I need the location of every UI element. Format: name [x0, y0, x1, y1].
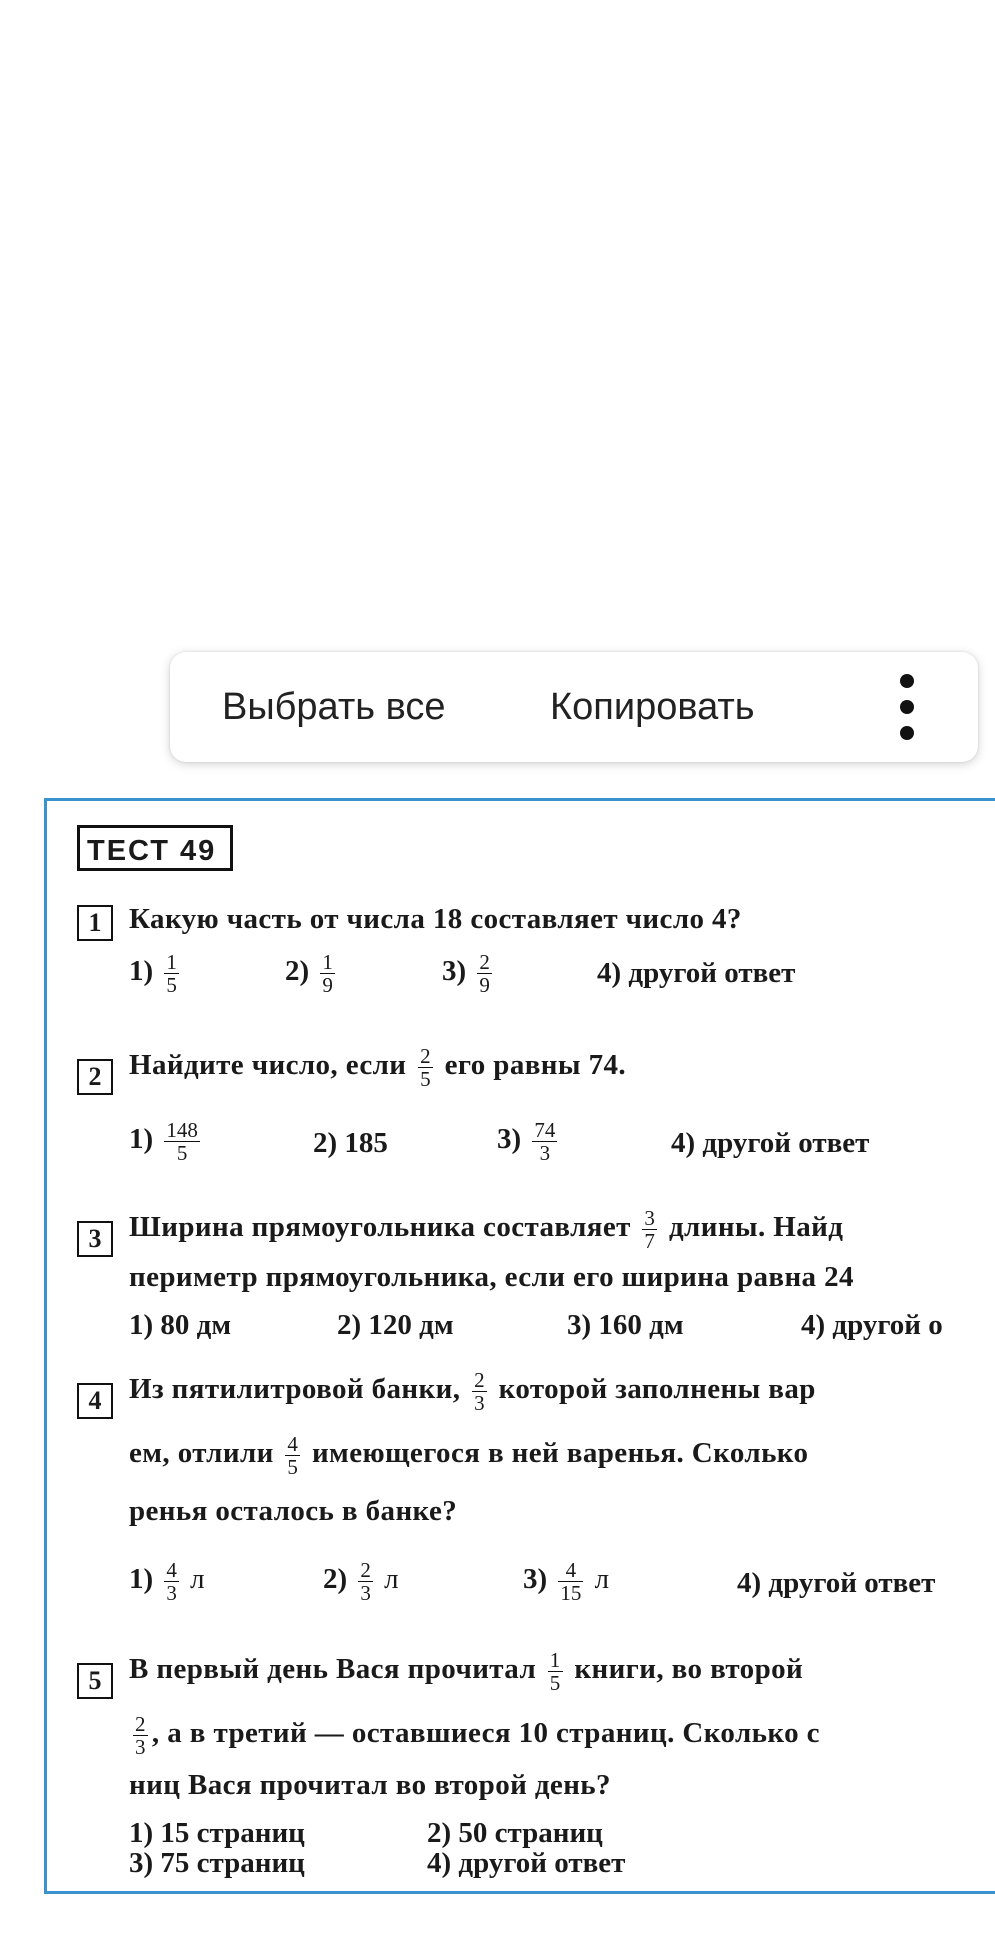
question-4-text-line-3: ренья осталось в банке?: [129, 1495, 458, 1527]
question-4-number: 4: [77, 1383, 113, 1419]
option-label: 3): [497, 1123, 522, 1156]
question-1-number: 1: [77, 905, 113, 941]
fraction: $\frac{1}{5}$: [166, 950, 177, 997]
question-1-option-1: [129, 951, 183, 996]
question-3-text-line-2: периметр прямоугольника, если его ширина равна 24: [129, 1261, 854, 1293]
question-5-option-1: 1) 15 страниц: [129, 1817, 305, 1849]
question-2-option-3: [497, 1119, 561, 1164]
option-label: 3): [523, 1563, 548, 1596]
question-3-option-4: 4) другой о: [801, 1309, 943, 1341]
question-5-option-2: 2) 50 страниц: [427, 1817, 603, 1849]
select-all-button[interactable]: Выбрать все: [222, 686, 446, 728]
question-2-number: 2: [77, 1059, 113, 1095]
fraction: $\frac{1}{5}$: [549, 1648, 561, 1695]
fraction: $\frac{2}{3}$: [474, 1368, 485, 1415]
question-2-option-4: 4) другой ответ: [671, 1127, 870, 1159]
question-4-text-line-2: ем, отлили $\frac{4}{5}$ имеющегося в ней варенья. Сколько: [129, 1432, 809, 1479]
question-1-option-2: [285, 951, 339, 996]
option-label: 1): [129, 1563, 154, 1596]
question-4-option-3: 3) $\frac{4}{15}$ л: [523, 1558, 610, 1605]
fraction: $\frac{2}{3}$: [360, 1558, 371, 1605]
question-5-text-line-3: ниц Вася прочитал во второй день?: [129, 1769, 611, 1801]
question-3-number: 3: [77, 1221, 113, 1257]
option-label: 2): [285, 955, 310, 988]
question-1-text: Какую часть от числа 18 составляет число 4?: [129, 903, 742, 935]
option-label: 1): [129, 955, 154, 988]
question-2-text: Найдите число, если $\frac{2}{5}$ его равны 74.: [129, 1044, 627, 1091]
fraction: $\frac{4}{15}$: [560, 1558, 582, 1605]
question-3-text: Ширина прямоугольника составляет $\frac{3}{7}$ длины. Найд: [129, 1206, 844, 1253]
fraction: $\frac{4}{5}$: [287, 1432, 299, 1479]
fraction: $\frac{1}{9}$: [322, 950, 333, 997]
question-5-text: В первый день Вася прочитал $\frac{1}{5}$ книги, во второй: [129, 1648, 804, 1695]
fraction: $\frac{2}{3}$: [135, 1712, 146, 1759]
question-3-option-3: 3) 160 дм: [567, 1309, 684, 1341]
test-document: [44, 798, 995, 1894]
question-1-option-3: [442, 951, 496, 996]
question-5-number: 5: [77, 1663, 113, 1699]
question-2-option-1: [129, 1119, 204, 1164]
more-vertical-icon[interactable]: [888, 674, 928, 740]
fraction: $\frac{148}{5}$: [166, 1118, 198, 1165]
question-1-option-4: 4) другой ответ: [597, 957, 796, 989]
text-selection-menu: [170, 652, 978, 762]
option-label: 3): [442, 955, 467, 988]
question-5-text-line-2: $\frac{2}{3}$ , а в третий — оставшиеся 10 страниц. Сколько с: [135, 1712, 820, 1759]
test-title: ТЕСТ 49: [77, 825, 233, 871]
question-4-option-1: 1) $\frac{4}{3}$ л: [129, 1558, 205, 1605]
question-4-option-4: 4) другой ответ: [737, 1567, 936, 1599]
question-5-option-3: 3) 75 страниц: [129, 1847, 305, 1879]
question-5-option-4: 4) другой ответ: [427, 1847, 626, 1879]
question-3-option-2: 2) 120 дм: [337, 1309, 454, 1341]
option-label: 2): [323, 1563, 348, 1596]
copy-button[interactable]: Копировать: [550, 686, 755, 728]
question-4-text: Из пятилитровой банки, $\frac{2}{3}$ которой заполнены вар: [129, 1368, 816, 1415]
fraction: $\frac{74}{3}$: [534, 1118, 556, 1165]
question-4-option-2: 2) $\frac{2}{3}$ л: [323, 1558, 399, 1605]
option-label: 1): [129, 1123, 154, 1156]
question-2-option-2: 2) 185: [313, 1127, 388, 1159]
fraction: $\frac{2}{9}$: [479, 950, 490, 997]
fraction: $\frac{3}{7}$: [644, 1206, 656, 1253]
question-3-option-1: 1) 80 дм: [129, 1309, 232, 1341]
fraction: $\frac{4}{3}$: [166, 1558, 177, 1605]
fraction: $\frac{2}{5}$: [420, 1044, 431, 1091]
